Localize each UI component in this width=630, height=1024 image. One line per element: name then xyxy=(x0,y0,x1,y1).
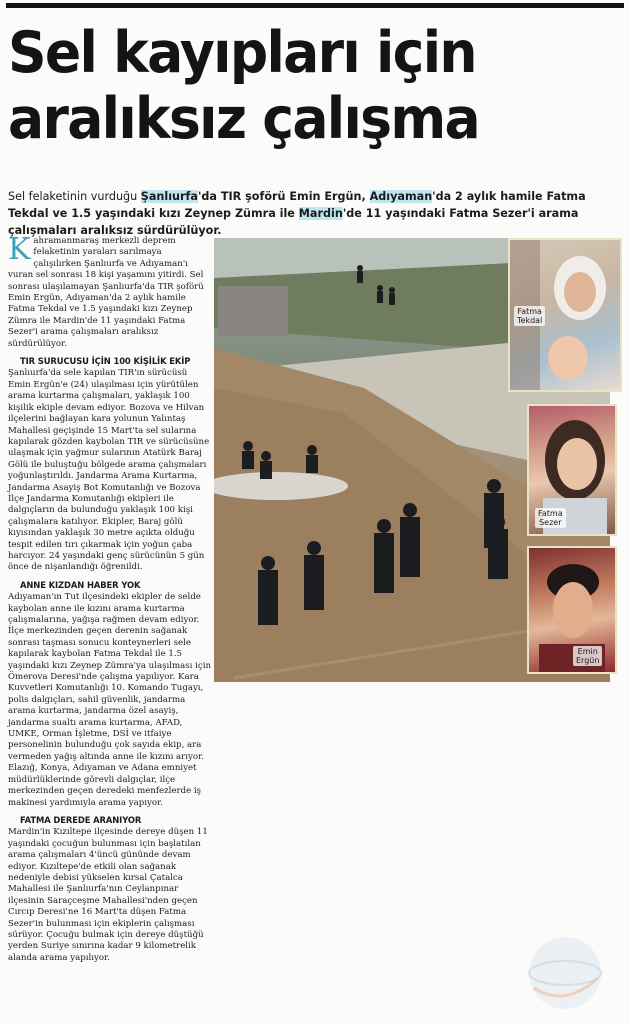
headline-line-1: Sel kayıpları için xyxy=(8,20,476,86)
portrait-caption-line: Sezer xyxy=(539,518,562,527)
subheadline xyxy=(8,188,620,239)
intro-paragraph xyxy=(8,232,212,350)
intro-text: ahramanmaraş merkezli deprem felaketinin yaraları sarılmaya çalışılırken Şanlıurfa ve Adıyaman'ı vuran sel sonrası 18 kişi yaşamını yitirdi. Sel sonrası ulaşılamayan Şanlıurfa'da TIR şoförü Emin Ergün, Adıyaman'da 2 aylık hamile Fatma Tekdal ve 1.5 yaşındaki kızı Zeynep Zümra ile Mardin'de 11 yaşındaki Fatma Sezer'i arama çalışmaları aralıksız sürdürülüyor. xyxy=(8,236,204,349)
section-text-tir: Şanlıurfa'da sele kapılan TIR'ın sürücüsü Emin Ergün'e (24) ulaşılması için yürütülen arama kurtarma çalışmaları, yaklaşık 100 kişilik ekiple devam ediyor. Bozova ve Hilvan ilçelerini bağlayan kara yolunun Yalıntaş Mahallesi geçişinde 15 Mart'ta sel sularına kapılarak gözden kaybolan TIR ve sürücüsüne ulaşmak için yağmur sularının Atatürk Baraj Gölü ile buluştuğu bölgede arama çalışmaları yoğunlaştırıldı. Jandarma Arama Kurtarma, Jandarma Asayiş Bot Komutanlığı ve Bozova İlçe Jandarma Komutanlığı ekipleri ile dalgıçların da bulunduğu yaklaşık 100 kişi çalışmalara katılıyor. Ekipler, Baraj gölü kıyısından yaklaşık 30 metre açıkta olduğu tespit edilen tırı çıkarmak için yoğun çaba harcıyor. 24 yaşındaki genç sürücünün 5 gün önce de nişanlandığı öğrenildi. xyxy=(8,368,210,573)
subhead-sanliurfa: Şanlıurfa xyxy=(140,190,198,203)
portrait-caption-line: Tekdal xyxy=(517,316,543,325)
portrait-fatma-tekdal xyxy=(508,238,622,392)
headline xyxy=(8,20,587,152)
section-heading-fatma: FATMA DEREDE ARANIYOR xyxy=(20,814,142,825)
portrait-caption xyxy=(514,306,545,326)
portrait-emin-ergun xyxy=(527,546,617,674)
portrait-caption xyxy=(535,508,566,528)
subhead-part: Sel felaketinin vurduğu xyxy=(8,190,141,203)
watermark-globe-icon xyxy=(520,928,610,1018)
portrait-caption-line: Emin xyxy=(577,647,598,656)
portrait-caption-line: Fatma xyxy=(538,509,563,518)
subhead-part: 'da TIR şoförü Emin Ergün, xyxy=(197,190,370,203)
section-heading-tir: TIR SURUCUSU İÇİN 100 KİŞİLİK EKİP xyxy=(20,356,191,367)
portrait-fatma-sezer xyxy=(527,404,617,536)
portrait-caption-line: Fatma xyxy=(517,307,542,316)
section-text-anne: Adıyaman'ın Tut ilçesindeki ekipler de selde kaybolan anne ile kızını arama kurtarma çalışmalarına, yağışa rağmen devam ediyor. İlçe merkezinden geçen derenin sağanak sonrası taşması sonucu konteynerleri sele kapılarak kaybolan Fatma Tekdal ile 1.5 yaşındaki kızı Zeynep Zümra'ya ulaşılması için Ömerova Deresi'nde çalışma yapılıyor. Kara Kuvvetleri Komutanlığı 10. Komando Tugayı, polis dalgıçları, sahil güvenlik, jandarma arama kurtarma, jandarma özel asayiş, jandarma sualtı arama kurtarma, AFAD, UMKE, Orman İşletme, DSİ ve itfaiye personelinin bulunduğu çok sayıda ekip, ara vermeden yağış altında anne ile kızını arıyor. Elazığ, Konya, Adıyaman ve Adana emniyet müdürlüklerinde görevli dalgıçlar, ilçe merkezinden geçen deredeki menfezlerde iş makinesi yardımıyla arama yapıyor. xyxy=(8,592,211,808)
portrait-caption xyxy=(573,646,602,666)
man-photo xyxy=(529,548,615,672)
subhead-adiyaman: Adıyaman xyxy=(369,190,433,203)
subhead-part: 'da 2 aylık hamile Fatma Tekdal ve 1.5 yaşındaki kızı Zeynep Zümra ile xyxy=(8,190,586,220)
top-rule xyxy=(6,3,624,8)
portrait-caption-line: Ergün xyxy=(576,656,600,665)
headline-line-2: aralıksız çalışma xyxy=(8,86,479,152)
subhead-part: 'de 11 yaşındaki Fatma Sezer'i arama çalışmaları aralıksız sürdürülüyor. xyxy=(8,207,579,237)
subhead-mardin: Mardin xyxy=(298,207,343,220)
drop-cap: K xyxy=(8,232,31,267)
section-heading-anne: ANNE KIZDAN HABER YOK xyxy=(20,579,141,590)
article-body xyxy=(8,232,212,965)
section-text-fatma: Mardin'in Kızıltepe ilçesinde dereye düşen 11 yaşındaki çocuğun bulunması için başlatılan arama çalışmaları 4'üncü gününde devam ediyor. Kızıltepe'de etkili olan sağanak nedeniyle debisi yükselen kırsal Çatalca Mahallesi ile Şanlıurfa'nın Ceylanpınar ilçesinin Saraçceşme Mahallesi'nden geçen Cırcıp Deresi'ne 16 Mart'ta düşen Fatma Sezer'in bulunması için ekiplerin çalışması sürüyor. Çocuğu bulmak için dereye düştüğü yerden Suriye sınırına kadar 9 kilometrelik alanda arama yapılıyor. xyxy=(8,827,208,963)
